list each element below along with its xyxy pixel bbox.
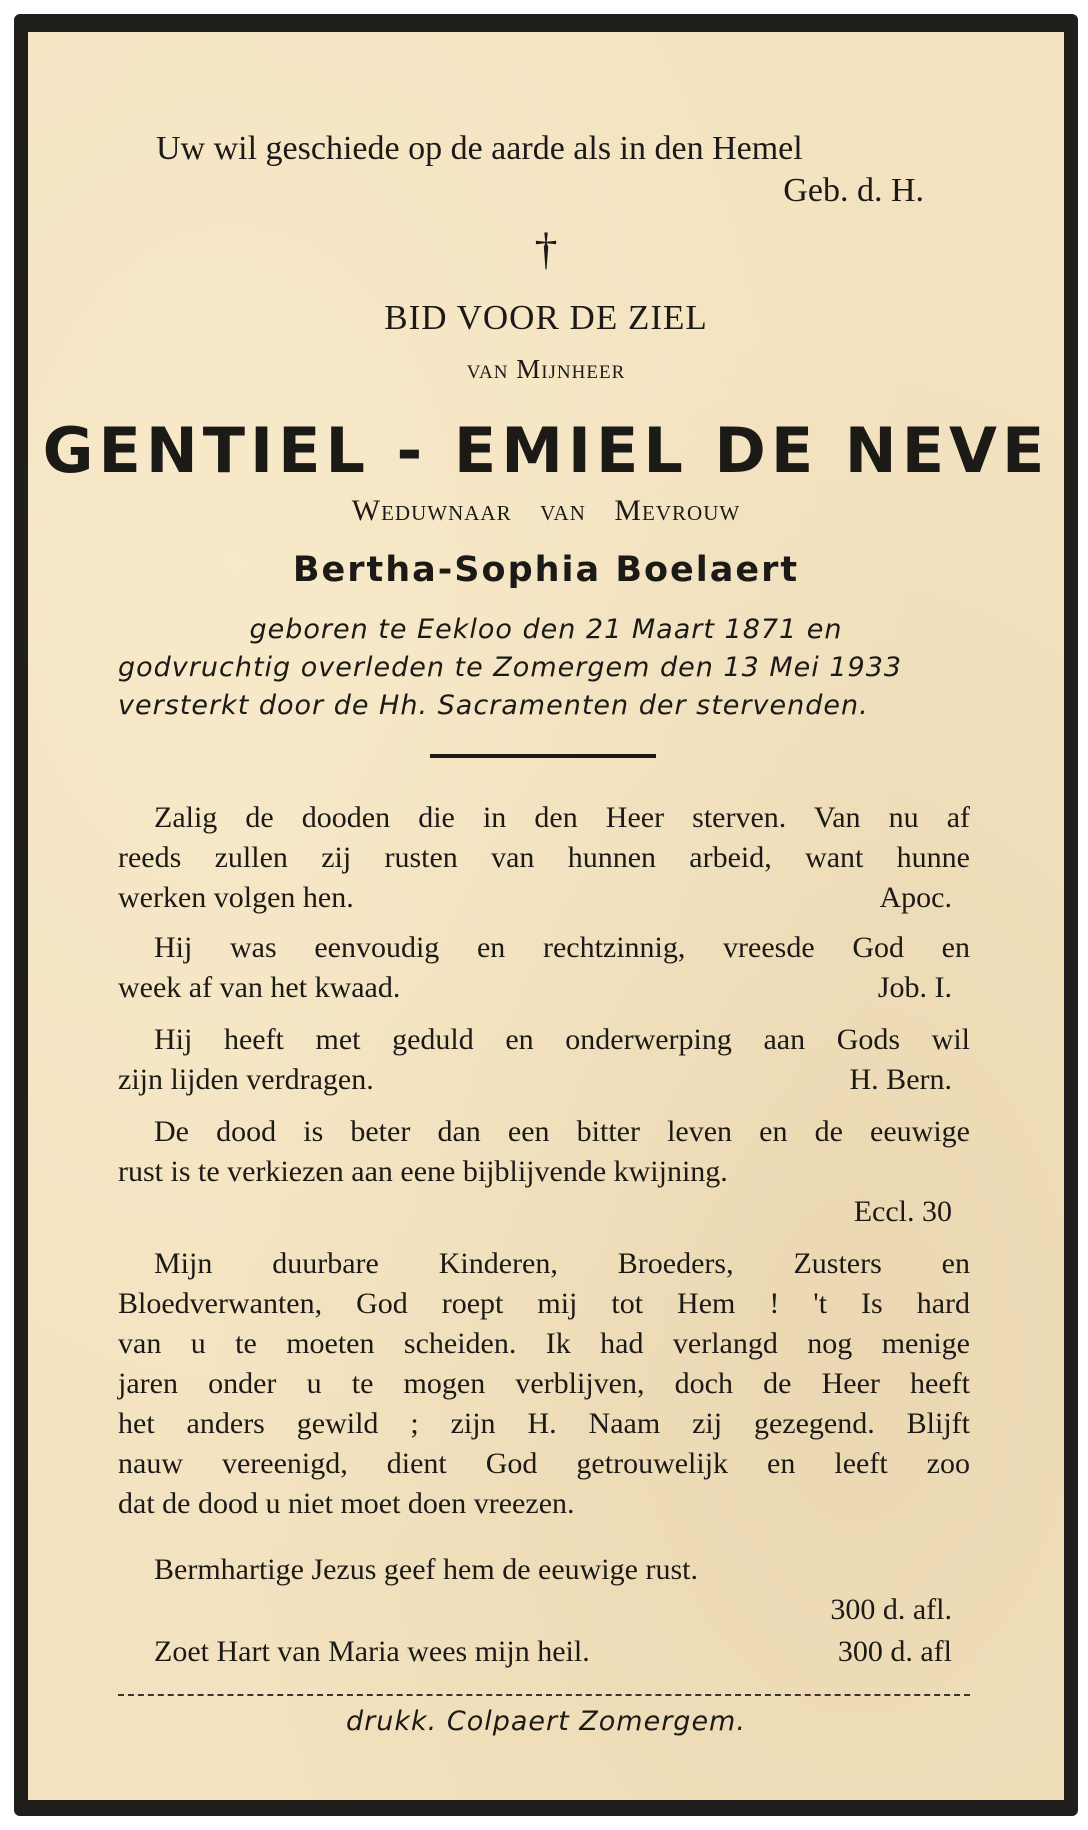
paragraph-text: zijn lijden verdragen. bbox=[118, 1063, 374, 1096]
indulgence-reference: 300 d. afl bbox=[837, 1635, 952, 1668]
paragraph-text: werken volgen hen. bbox=[118, 881, 354, 914]
paragraph-apoc bbox=[118, 798, 970, 918]
scripture-reference: Eccl. 30 bbox=[853, 1195, 952, 1228]
bio-birth: geboren te Eekloo den 21 Maart 1871 en bbox=[249, 614, 843, 645]
paragraph-line: Bloedverwanten, God roept mij tot Hem ! 't Is hard bbox=[118, 1287, 970, 1320]
paragraph-bern bbox=[118, 1020, 970, 1100]
bio-sacraments: versterkt door de Hh. Sacramenten der stervenden. bbox=[118, 690, 869, 721]
paragraph-line bbox=[118, 968, 970, 1008]
divider-rule bbox=[430, 754, 656, 758]
paragraph-line: dat de dood u niet moet doen vreezen. bbox=[118, 1487, 575, 1520]
paragraph-line: Bermhartige Jezus geef hem de eeuwige rust. bbox=[154, 1553, 698, 1586]
memorial-card bbox=[14, 14, 1078, 1816]
card-paper bbox=[28, 32, 1064, 1800]
printer-credit: drukk. Colpaert Zomergem. bbox=[346, 1706, 746, 1737]
honorific: van Mijnheer bbox=[466, 354, 626, 384]
scripture-reference: Job. I. bbox=[877, 971, 952, 1004]
paragraph-line: Mijn duurbare Kinderen, Broeders, Zusters en bbox=[154, 1247, 970, 1280]
paragraph-text: Zoet Hart van Maria wees mijn heil. bbox=[154, 1635, 590, 1668]
paragraph-eccl bbox=[118, 1112, 970, 1232]
dotted-divider bbox=[118, 1694, 970, 1696]
paragraph-prayer-jesus bbox=[118, 1550, 970, 1630]
prayer-heading: BID VOOR DE ZIEL bbox=[384, 298, 708, 337]
bio-death: godvruchtig overleden te Zomergem den 13 Mei 1933 bbox=[118, 652, 903, 683]
paragraph-line: Zalig de dooden die in den Heer sterven. Van nu af bbox=[154, 801, 970, 834]
paragraph-line: jaren onder u te mogen verblijven, doch de Heer heeft bbox=[118, 1367, 970, 1400]
paragraph-line: Hij heeft met geduld en onderwerping aan Gods wil bbox=[154, 1023, 970, 1056]
widower-of: Weduwnaar van Mevrouw bbox=[351, 494, 741, 527]
paragraph-prayer-maria bbox=[118, 1632, 970, 1672]
motto-text: Uw wil geschiede op de aarde als in den Hemel bbox=[156, 130, 803, 167]
motto-source: Geb. d. H. bbox=[783, 172, 924, 209]
deceased-name: GENTIEL - EMIEL DE NEVE bbox=[42, 414, 1050, 487]
paragraph-line: van u te moeten scheiden. Ik had verlangd nog menige bbox=[118, 1327, 970, 1360]
paragraph-job bbox=[118, 928, 970, 1008]
paragraph-line: Hij was eenvoudig en rechtzinnig, vreesde God en bbox=[154, 931, 970, 964]
paragraph-line: nauw vereenigd, dient God getrouwelijk en leeft zoo bbox=[118, 1447, 970, 1480]
cross-icon: † bbox=[534, 223, 558, 274]
spouse-name: Bertha-Sophia Boelaert bbox=[292, 550, 800, 590]
scripture-reference: Apoc. bbox=[879, 881, 952, 914]
paragraph-farewell bbox=[118, 1244, 970, 1524]
indulgence-reference: 300 d. afl. bbox=[830, 1593, 952, 1626]
paragraph-text: week af van het kwaad. bbox=[118, 971, 401, 1004]
paragraph-line: De dood is beter dan een bitter leven en de eeuwige bbox=[154, 1115, 970, 1148]
paragraph-line: reeds zullen zij rusten van hunnen arbeid, want hunne bbox=[118, 841, 970, 874]
paragraph-line: het anders gewild ; zijn H. Naam zij gezegend. Blijft bbox=[118, 1407, 970, 1440]
paragraph-line bbox=[118, 1632, 970, 1672]
paragraph-line bbox=[118, 878, 970, 918]
paragraph-line: rust is te verkiezen aan eene bijblijvende kwijning. bbox=[118, 1155, 728, 1188]
paragraph-line bbox=[118, 1060, 970, 1100]
scripture-reference: H. Bern. bbox=[849, 1063, 952, 1096]
